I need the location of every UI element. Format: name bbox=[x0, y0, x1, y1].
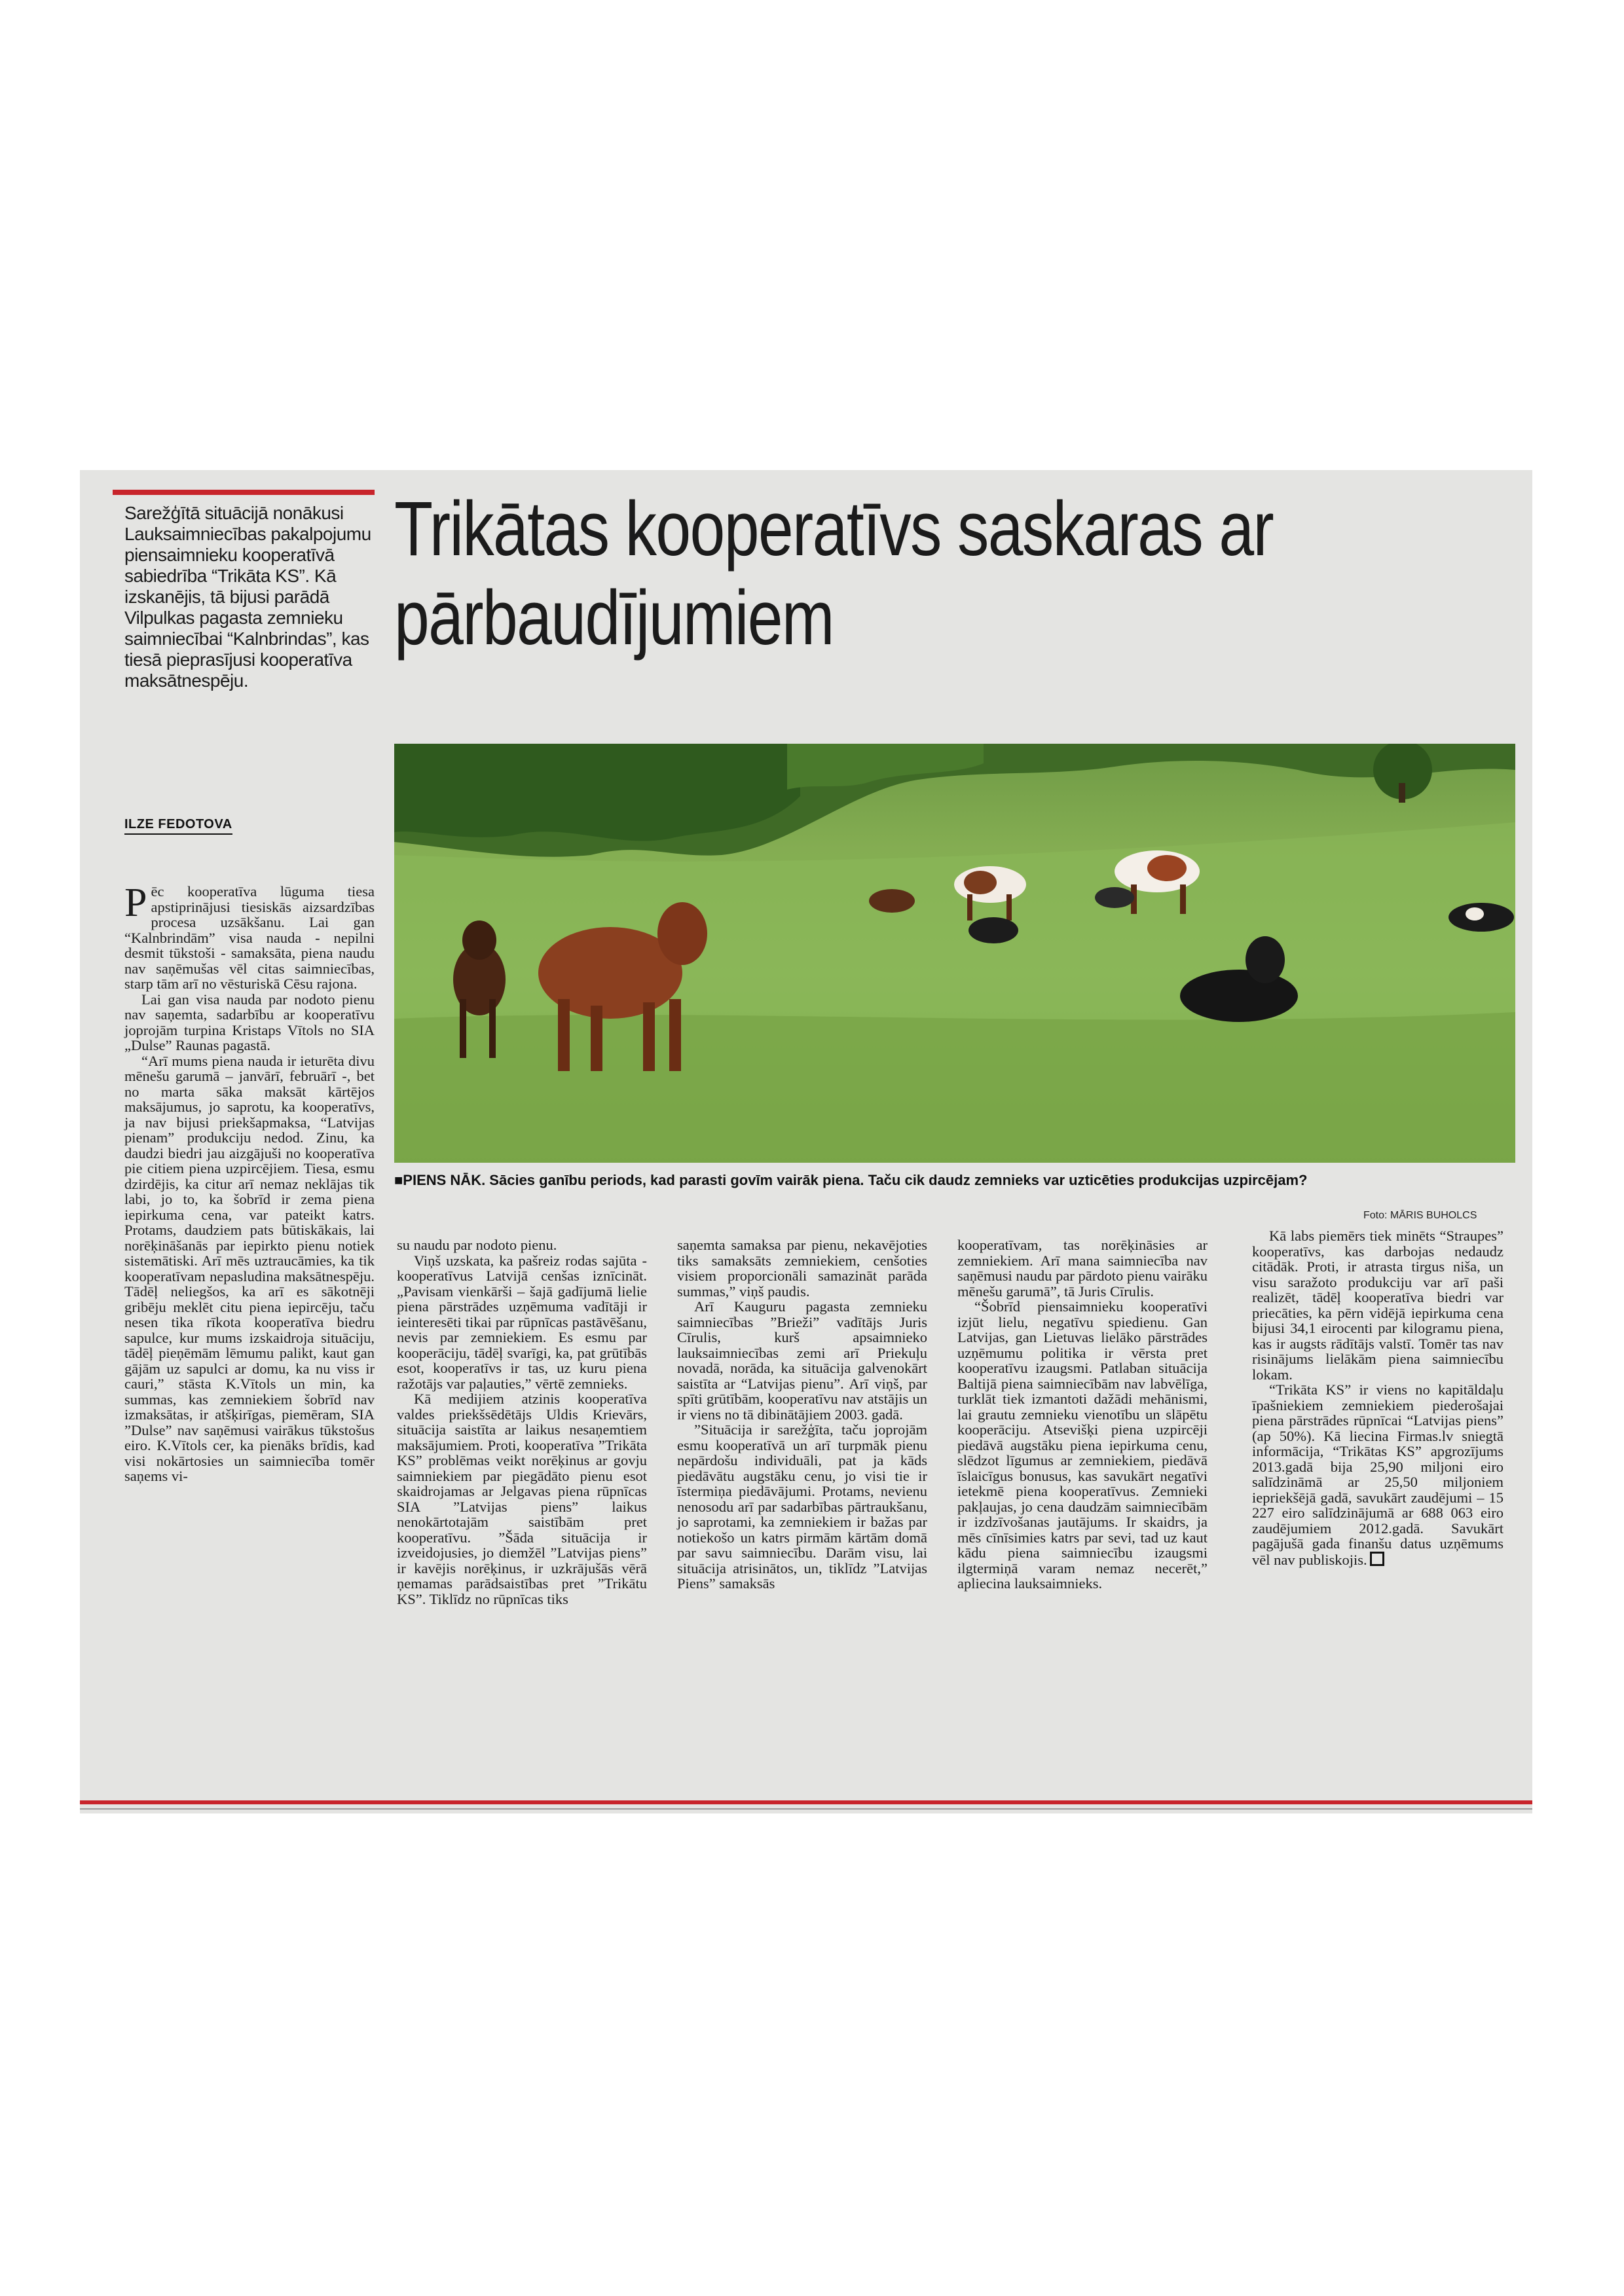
column-5-paragraph-2: “Trikāta KS” ir viens no kapitāldaļu īpašniekiem zemniekiem piederošajai piena pārstrādes rūpnīcai “Latvijas piens” (ap 50%). Kā liecina Firmas.lv sniegtā informācija, “Trikātas KS” apgrozījums 2013.gadā bija 25,90 miljoni eiro salīdzināmā ar 25,50 miljoniem iepriekšējā gadā, savukārt zaudējumi – 15 227 eiro salīdzinājumā ar 688 063 eiro zaudējumiem 2012.gadā. Savukārt pagājušā gada finanšu datus uzņēmums vēl nav publiskojis. bbox=[1252, 1381, 1504, 1568]
article-column-1 bbox=[124, 881, 375, 1484]
column-4-paragraph-2: “Šobrīd piensaimnieku kooperatīvi izjūt lielu, negatīvu spiedienu. Gan Latvijas, gan Lietuvas lielāko pārstrādes uzņēmumu politika ir vērsta pret kooperatīvu izaugsmi. Patlaban situācija Baltijā piena saimniecībām nav labvēlīga, turklāt tiek izmantoti dažādi mehānismi, lai grautu zemnieku vienotību un slāpētu kooperāciju. Atsevišķi piena uzpircēji piedāvā augstāku piena iepirkuma cenu, slēdzot līgumus ar zemniekiem, piedāvā īslaicīgus bonusus, kas savukārt negatīvi ietekmē piena kooperatīvus. Zemnieki pakļaujas, jo cena daudzām saimniecībām ir izdzīvošanas jautājums. Ir skaidrs, ja mēs cīnīsimies katrs par sevi, tad uz kaut kādu piena saimniecību izaugsmi ilgtermiņā varam nemaz necerēt,” apliecina lauksaimnieks. bbox=[957, 1298, 1208, 1592]
accent-rule-bottom bbox=[80, 1800, 1532, 1804]
article-column-2 bbox=[397, 1237, 647, 1607]
pasture-illustration bbox=[394, 744, 1515, 1163]
byline: ILZE FEDOTOVA bbox=[124, 817, 232, 835]
column-1-paragraph-3: “Arī mums piena nauda ir ieturēta divu mēnešu garumā – janvārī, februārī -, bet no marta sāka maksāt kārtējos maksājumus, jo saprotu, ka kooperatīvs, ja nav bijusi priekšapmaksa, “Latvijas pienam” produkciju nedod. Zinu, ka daudzi biedri jau aizgājuši no kooperatīva pie citiem piena uzpircējiem. Tiesa, esmu dzirdējis, ka citur arī nemaz neklājas tik labi, jo to, ka šobrīd ir zema piena iepirkuma cena, var pateikt katrs. Protams, daudziem pats būtiskākais, lai norēķināšanās par iepirkto pienu notiek sistemātiski. Arī mēs uztraucāmies, ka tik kooperatīvam nepasludina maksātnespēju. Tādēļ neliegšos, ka arī es sākotnēji gribēju meklēt citu piena iepircēju, taču nesen tika rīkota kooperatīva biedru sapulce, kur mums izskaidroja situāciju, tādēļ pieņēmām lēmumu palikt, kaut gan gājām uz sapulci ar domu, ka nu viss ir cauri,” stāsta K.Vītols un min, ka summas, kas zemniekiem šobrīd nav izmaksātas, ir atšķirīgas, piemēram, SIA ”Dulse” nav saņēmusi vairākus tūkstošus eiro. K.Vītols cer, ka pienāks brīdis, kad visi nokārtosies un saimniecība tomēr saņems vi- bbox=[124, 1052, 375, 1484]
newspaper-clipping bbox=[80, 470, 1532, 1813]
column-5-paragraph-1: Kā labs piemērs tiek minēts “Straupes” kooperatīvs, kas darbojas nedaudz citādāk. Proti, ir atrasta tirgus niša, un visu saražoto produkciju var arī paši realizēt, tādēļ kooperatīva biedri var priecāties, ka pērn vidējā iepirkuma cena bijusi 34,1 eirocenti par kilogramu piena, kas ir augsts rādītājs valstī. Tomēr tas nav risinājums lielākām piena saimniecību lokam. bbox=[1252, 1228, 1504, 1383]
column-2-paragraph-1: su naudu par nodoto pienu. bbox=[397, 1237, 557, 1253]
column-1-paragraph-1: ēc kooperatīva lūguma tiesa apstiprinājusi tiesiskās aizsardzības procesa uzsākšanu. Lai gan “Kalnbrindām” visa nauda - nepilni desmit tūkstoši - samaksāta, piena naudu nav saņēmušas vēl citas saimniecības, starp tām arī no vēsturiskā Cēsu rajona. bbox=[124, 883, 375, 992]
article-column-4 bbox=[957, 1237, 1208, 1592]
article-lede: Sarežģītā situācijā nonākusi Lauksaimniecības pakalpojumu piensaimnieku kooperatīvā sabiedrība “Trikāta KS”. Kā izskanējis, tā bijusi parādā Vilpulkas pagasta zemnieku saimniecībai “Kalnbrindas”, kas tiesā pieprasījusi kooperatīva maksātnespēju. bbox=[124, 503, 371, 691]
column-1-paragraph-2: Lai gan visa nauda par nodoto pienu nav saņemta, sadarbību ar kooperatīvu joprojām turpina Kristaps Vītols no SIA „Dulse” Raunas pagastā. bbox=[124, 991, 375, 1053]
article-column-5 bbox=[1252, 1228, 1504, 1567]
headline: Trikātas kooperatīvs saskaras ar pārbaudījumiem bbox=[394, 486, 1274, 661]
cows-photo bbox=[394, 744, 1515, 1163]
photo-credit: Foto: MĀRIS BUHOLCS bbox=[1363, 1210, 1477, 1221]
drop-cap: P bbox=[124, 881, 147, 925]
photo-caption: ■PIENS NĀK. Sācies ganību periods, kad parasti govīm vairāk piena. Taču cik daudz zemnieks var uzticēties produkcijas uzpircējam? bbox=[394, 1172, 1308, 1188]
article-column-3 bbox=[677, 1237, 927, 1592]
end-square-icon bbox=[1370, 1552, 1384, 1566]
column-3-paragraph-3: ”Situācija ir sarežģīta, taču joprojām esmu kooperatīvā un arī turpmāk pienu nepārdošu individuāli, pat ja kāds piedāvātu augstāku cenu, jo visi tie ir īstermiņa piedāvājumi. Protams, nevienu nenosodu arī par sadarbības pārtraukšanu, jo saprotami, ka zemniekiem ir bažas par notiekošo un katrs pirmām kārtām domā par savu saimniecību. Darām visu, lai situācija atrisinātos, un, tiklīdz ”Latvijas Piens” samaksās bbox=[677, 1421, 927, 1592]
column-4-paragraph-1: kooperatīvam, tas norēķināsies ar zemniekiem. Arī mana saimniecība nav saņēmusi naudu par pārdoto pienu vairāku mēnešu garumā”, tā Juris Cīrulis. bbox=[957, 1237, 1208, 1300]
accent-rule-top bbox=[113, 490, 375, 495]
column-2-paragraph-3: Kā medijiem atzinis kooperatīva valdes priekšsēdētājs Uldis Krievārs, situācija saistīta ar laikus nesaņemtiem maksājumiem. Proti, kooperatīva ”Trikāta KS” problēmas veikt norēķinus ar govju saimniekiem par piegādāto pienu esot skaidrojamas ar Jelgavas piena rūpnīcas SIA ”Latvijas piens” laikus nenokārtotajām saistībām pret kooperatīvu. ”Šāda situācija ir izveidojusies, jo diemžēl ”Latvijas piens” ir kavējis norēķinus, ir uzkrājušās vērā ņemamas parādsaistības pret ”Trikātu KS”. Tiklīdz no rūpnīcas tiks bbox=[397, 1391, 647, 1607]
column-3-paragraph-1: saņemta samaksa par pienu, nekavējoties tiks samaksāts zemniekiem, cenšoties visiem proporcionāli samazināt parāda summas,” viņš paudis. bbox=[677, 1237, 927, 1300]
column-2-paragraph-2: Viņš uzskata, ka pašreiz rodas sajūta - kooperatīvus Latvijā cenšas iznīcināt. „Pavisam vienkārši – šajā gadījumā lielie piena pārstrādes uzņēmuma vadītāji ir ieinteresēti tikai par rūpnīcas pastāvēšanu, nevis par zemniekiem. Es esmu par kooperāciju, tādēļ svarīgi, ka, pat grūtībās esot, kooperatīvs ir tas, uz kuru piena ražotājs var paļauties,” vērtē zemnieks. bbox=[397, 1252, 647, 1392]
grey-rule-bottom bbox=[80, 1808, 1532, 1810]
column-3-paragraph-2: Arī Kauguru pagasta zemnieku saimniecības ”Brieži” vadītājs Juris Cīrulis, kurš apsaimnieko lauksaimniecības zemi arī Priekuļu novadā, norāda, ka situācija galvenokārt saistīta ar “Latvijas pienu”. Arī viņš, par spīti grūtībām, kooperatīvu nav atstājis un ir viens no tā dibinātājiem 2003. gadā. bbox=[677, 1298, 927, 1423]
